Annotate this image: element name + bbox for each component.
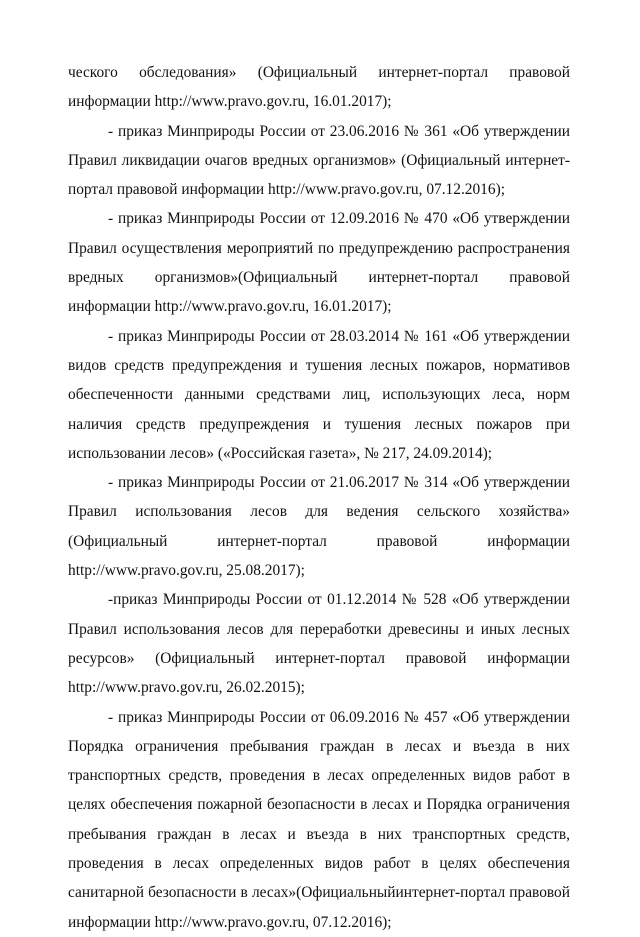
paragraph-order-314: - приказ Минприроды России от 21.06.2017 № 314 «Об утверждении Правил использования лесов для ведения сельского хозяйства» (Официальный интернет-портал правовой информации http://www.pravo.gov.ru, 25.08.2017); xyxy=(68,474,570,580)
paragraph-order-470: - приказ Минприроды России от 12.09.2016 № 470 «Об утверждении Правил осуществления мероприятий по предупреждению распространения вредных организмов»(Официальный интернет-портал правовой информации http://www.pravo.gov.ru, 16.01.2017); xyxy=(68,210,570,316)
paragraph-order-361: - приказ Минприроды России от 23.06.2016 № 361 «Об утверждении Правил ликвидации очагов вредных организмов» (Официальный интернет-портал правовой информации http://www.pravo.gov.ru, 07.12.2016); xyxy=(68,122,570,199)
paragraph-order-528: -приказ Минприроды России от 01.12.2014 № 528 «Об утверждении Правил использования лесов для переработки древесины и иных лесных ресурсов» (Официальный интернет-портал правовой информации http://www.pravo.gov.ru, 26.02.2015); xyxy=(68,591,570,697)
paragraph-order-457: - приказ Минприроды России от 06.09.2016 № 457 «Об утверждении Порядка ограничения пребывания граждан в лесах и въезда в них транспортных средств, проведения в лесах определенных видов работ в целях обеспечения пожарной безопасности в лесах и Порядка ограничения пребывания граждан в лесах и въезда в них транспортных средств, проведения в лесах определенных видов работ в целях обеспечения санитарной безопасности в лесах»(Официальныйинтернет-портал правовой информации http://www.pravo.gov.ru, 07.12.2016); xyxy=(68,708,570,931)
document-body xyxy=(68,58,570,937)
paragraph-order-161: - приказ Минприроды России от 28.03.2014 № 161 «Об утверждении видов средств предупреждения и тушения лесных пожаров, нормативов обеспеченности данными средствами лиц, использующих леса, норм наличия средств предупреждения и тушения лесных пожаров при использовании лесов» («Российская газета», № 217, 24.09.2014); xyxy=(68,327,570,462)
paragraph-continuation: ческого обследования» (Официальный интернет-портал правовой информации http://www.pravo.gov.ru, 16.01.2017); xyxy=(68,64,570,111)
